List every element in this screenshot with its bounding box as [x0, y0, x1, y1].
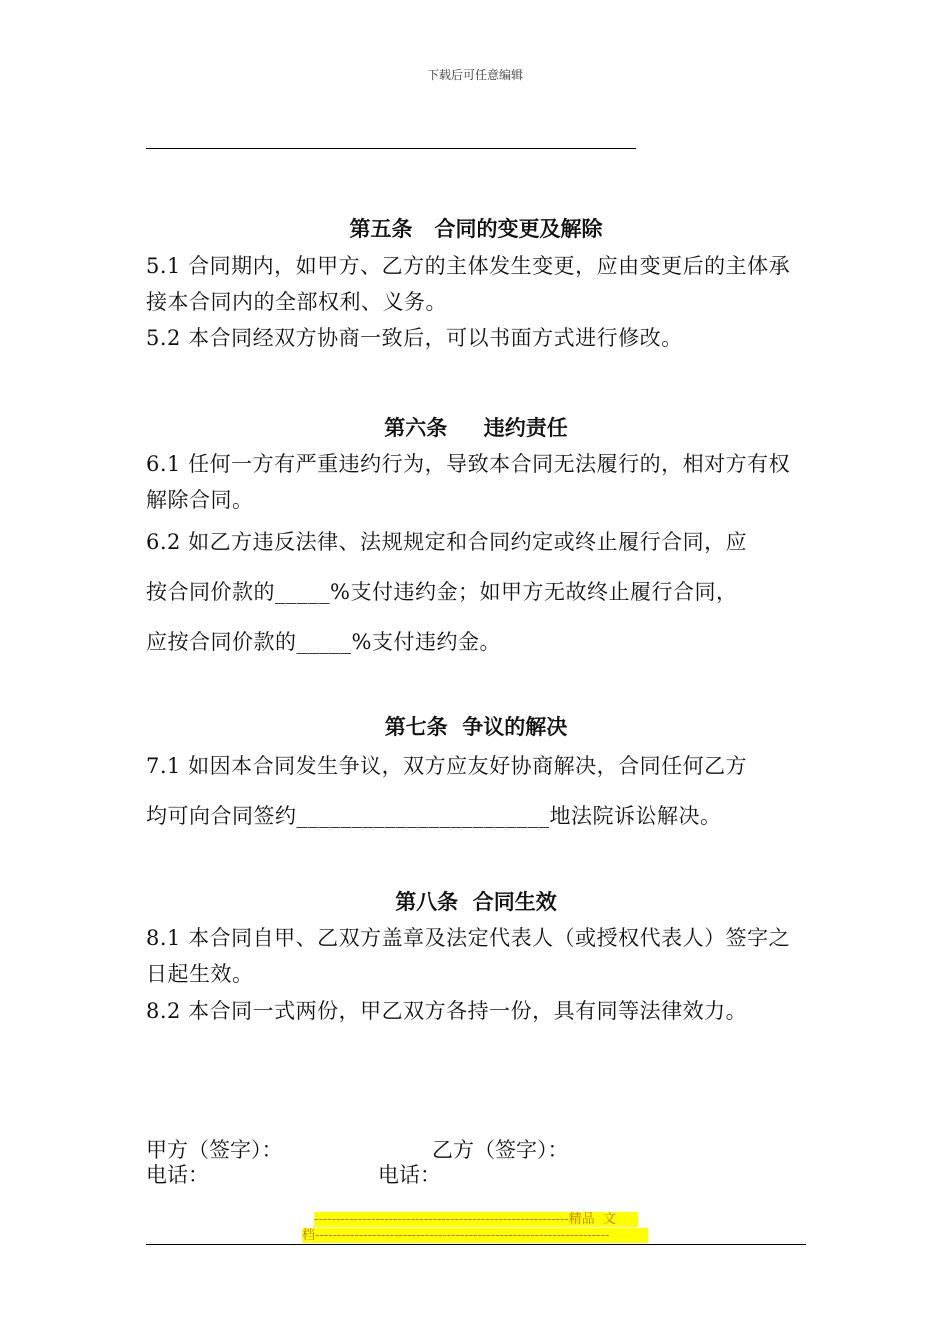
clause-7-1-line-1: 7.1 如因本合同发生争议，双方应友好协商解决，合同任何乙方: [146, 754, 748, 778]
clause-5-2: 5.2 本合同经双方协商一致后，可以书面方式进行修改。: [146, 326, 683, 350]
party-b-signature-label: 乙方（签字）：: [432, 1138, 569, 1162]
clause-6-2-line-2: 按合同价款的_____%支付违约金；如甲方无故终止履行合同，: [146, 580, 738, 604]
clause-6-2-line-3: 应按合同价款的_____%支付违约金。: [146, 630, 501, 654]
footer-watermark-line-1: ----------------------------------------------------------精品 文: [314, 1212, 638, 1227]
clause-8-2: 8.2 本合同一式两份，甲乙双方各持一份，具有同等法律效力。: [146, 999, 748, 1023]
section-6-title: 第六条 违约责任: [384, 415, 568, 440]
clause-6-1: 6.1 任何一方有严重违约行为，导致本合同无法履行的，相对方有权解除合同。: [146, 452, 791, 512]
section-7-title: 第七条 争议的解决: [384, 714, 568, 739]
top-divider: [146, 148, 636, 149]
footer-watermark-line-2: 档-------------------------------------------------------------------: [302, 1228, 648, 1243]
clause-5-1: 5.1 合同期内，如甲方、乙方的主体发生变更，应由变更后的主体承接本合同内的全部权利、义务。: [146, 254, 791, 314]
party-b-phone-label: 电话：: [378, 1163, 441, 1187]
party-a-signature-label: 甲方（签字）：: [146, 1138, 283, 1162]
clause-8-1: 8.1 本合同自甲、乙双方盖章及法定代表人（或授权代表人）签字之日起生效。: [146, 926, 791, 986]
bottom-divider: [146, 1244, 806, 1245]
party-a-phone-label: 电话：: [146, 1163, 209, 1187]
section-5-title: 第五条 合同的变更及解除: [349, 216, 603, 241]
clause-7-1-line-2: 均可向合同签约_______________________地法院诉讼解决。: [146, 804, 722, 828]
header-note: 下载后可任意编辑: [426, 68, 523, 82]
clause-6-2-line-1: 6.2 如乙方违反法律、法规规定和合同约定或终止履行合同，应: [146, 530, 748, 554]
section-8-title: 第八条 合同生效: [395, 889, 557, 914]
